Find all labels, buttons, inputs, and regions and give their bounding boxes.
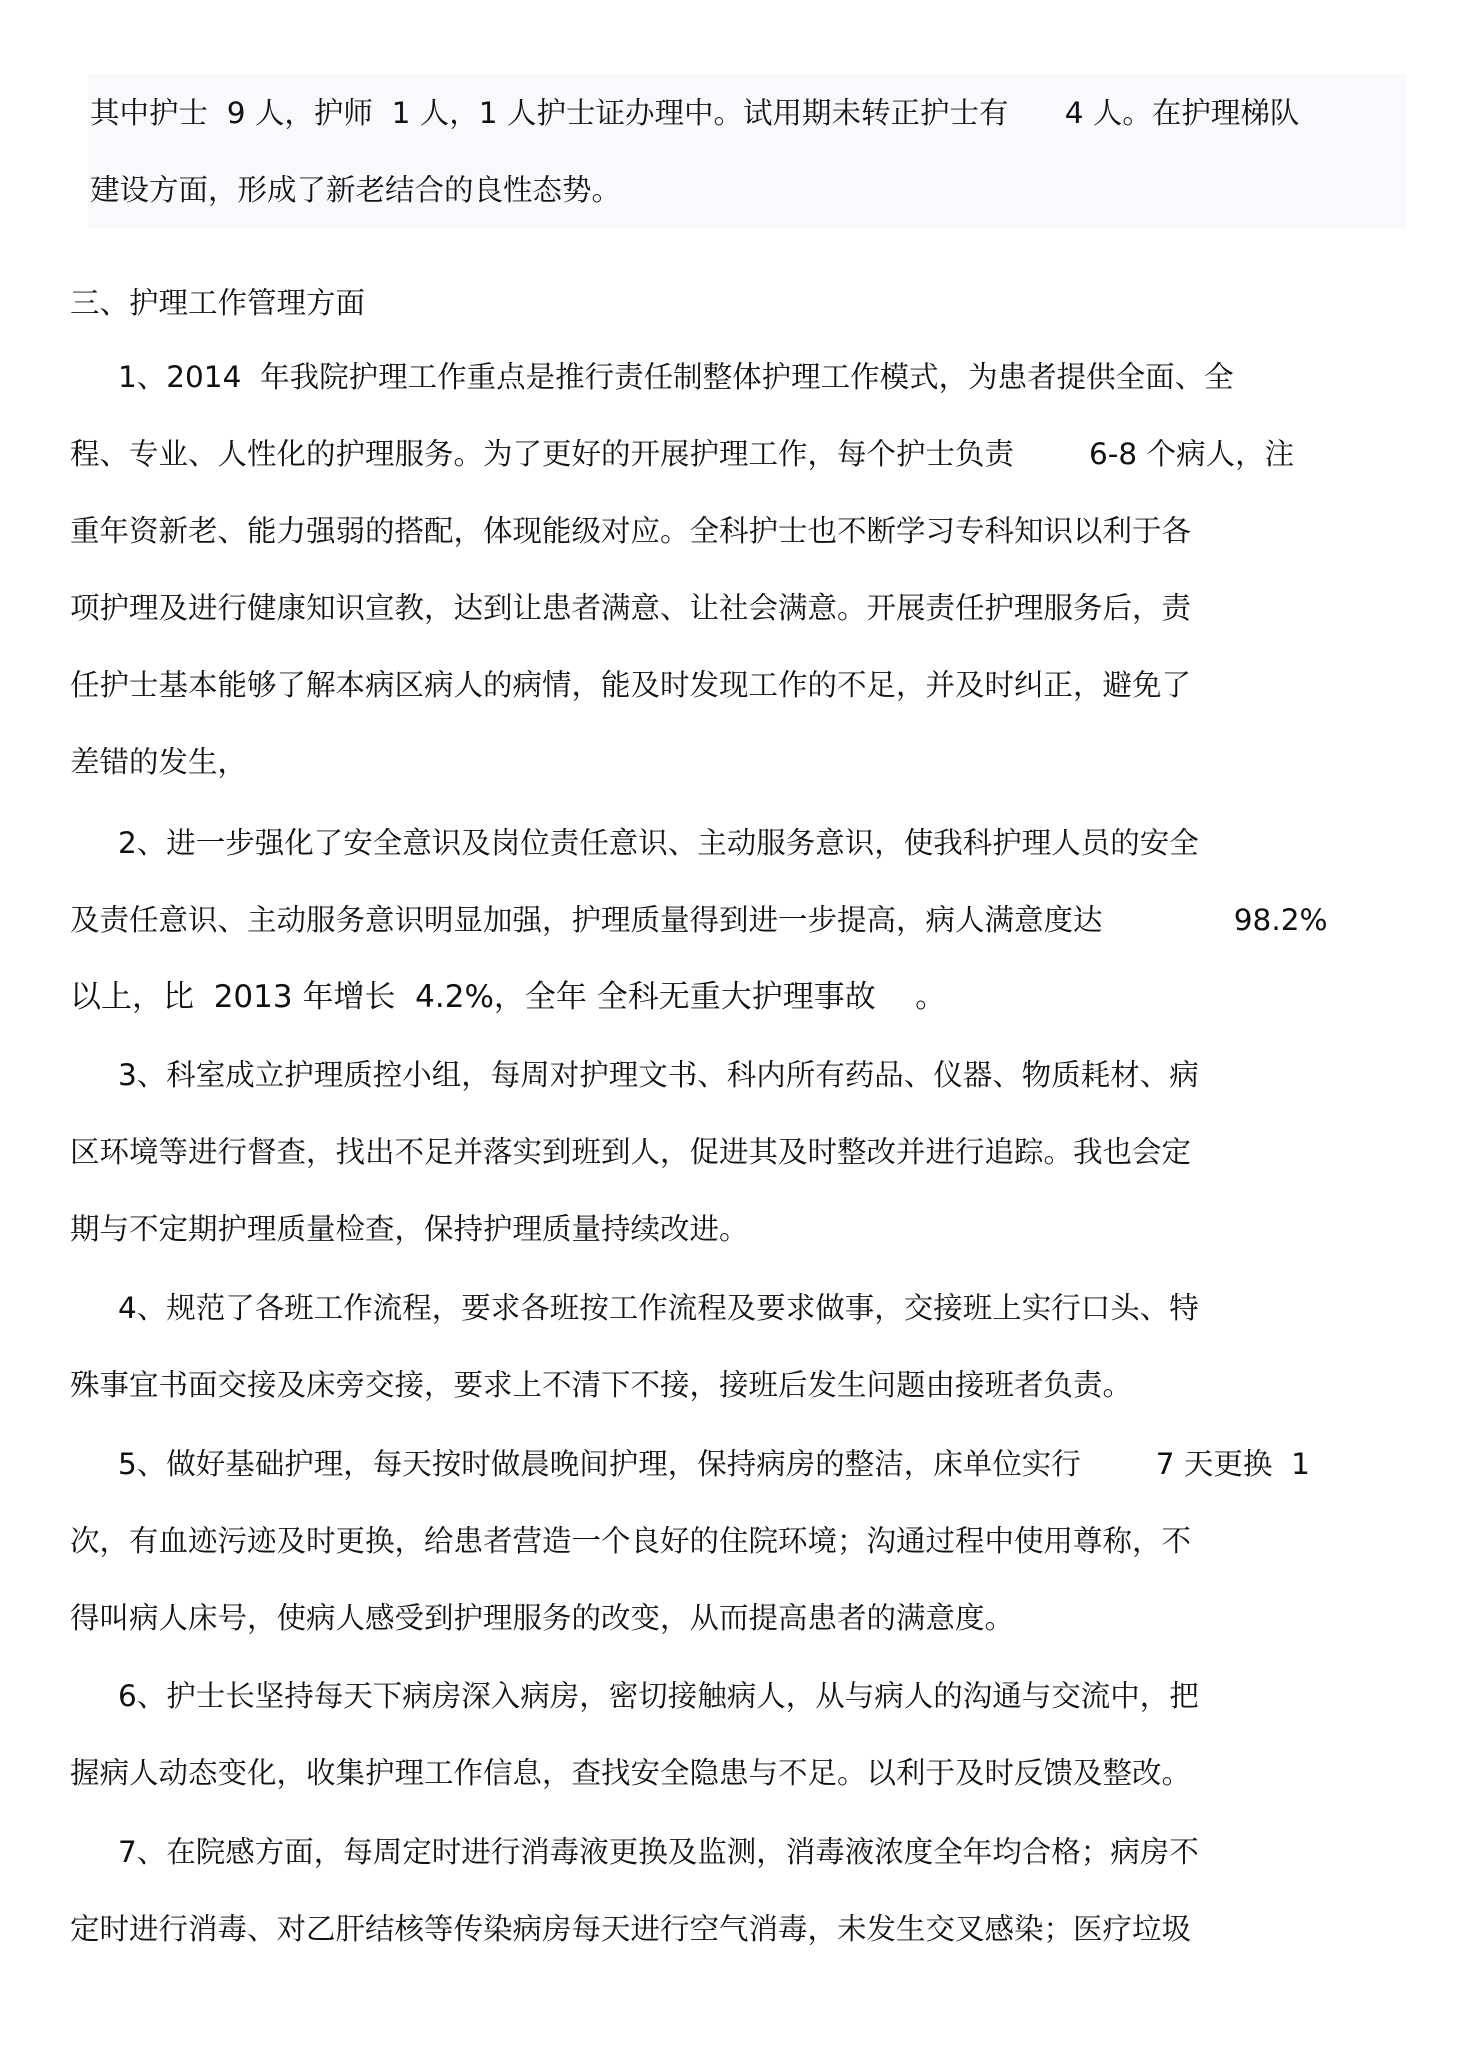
paragraph-line: 程、专业、人性化的护理服务。为了更好的开展护理工作，每个护士负责 6-8 个病人，注 bbox=[70, 437, 1295, 471]
paragraph-line: 其中护士 9 人，护师 1 人，1 人护士证办理中。试用期未转正护士有 4 人。在护理梯队 bbox=[90, 96, 1300, 130]
paragraph-line: 次，有血迹污迹及时更换，给患者营造一个良好的住院环境；沟通过程中使用尊称，不 bbox=[70, 1524, 1192, 1558]
paragraph-line: 7、在院感方面，每周定时进行消毒液更换及监测，消毒液浓度全年均合格；病房不 bbox=[118, 1835, 1199, 1869]
paragraph-line: 6、护士长坚持每天下病房深入病房，密切接触病人，从与病人的沟通与交流中，把 bbox=[118, 1679, 1199, 1713]
paragraph-line: 殊事宜书面交接及床旁交接，要求上不清下不接，接班后发生问题由接班者负责。 bbox=[70, 1368, 1133, 1402]
section-heading: 三、护理工作管理方面 bbox=[70, 286, 366, 320]
paragraph-line: 及责任意识、主动服务意识明显加强，护理质量得到进一步提高，病人满意度达 98.2% bbox=[70, 903, 1328, 937]
paragraph-line: 3、科室成立护理质控小组，每周对护理文书、科内所有药品、仪器、物质耗材、病 bbox=[118, 1058, 1199, 1092]
paragraph-line: 以上，比 2013 年增长 4.2%，全年 全科无重大护理事故 。 bbox=[70, 979, 947, 1015]
paragraph-line: 任护士基本能够了解本病区病人的病情，能及时发现工作的不足，并及时纠正，避免了 bbox=[70, 668, 1192, 702]
paragraph-line: 握病人动态变化，收集护理工作信息，查找安全隐患与不足。以利于及时反馈及整改。 bbox=[70, 1756, 1192, 1790]
paragraph-line: 区环境等进行督查，找出不足并落实到班到人，促进其及时整改并进行追踪。我也会定 bbox=[70, 1135, 1192, 1169]
paragraph-line: 1、2014 年我院护理工作重点是推行责任制整体护理工作模式，为患者提供全面、全 bbox=[118, 360, 1234, 394]
paragraph-line: 4、规范了各班工作流程，要求各班按工作流程及要求做事，交接班上实行口头、特 bbox=[118, 1291, 1199, 1325]
paragraph-line: 2、进一步强化了安全意识及岗位责任意识、主动服务意识，使我科护理人员的安全 bbox=[118, 826, 1199, 860]
paragraph-line: 重年资新老、能力强弱的搭配，体现能级对应。全科护士也不断学习专科知识以利于各 bbox=[70, 514, 1192, 548]
paragraph-line: 项护理及进行健康知识宣教，达到让患者满意、让社会满意。开展责任护理服务后，责 bbox=[70, 591, 1192, 625]
paragraph-line: 得叫病人床号，使病人感受到护理服务的改变，从而提高患者的满意度。 bbox=[70, 1601, 1015, 1635]
paragraph-line: 5、做好基础护理，每天按时做晨晚间护理，保持病房的整洁，床单位实行 7 天更换 1 bbox=[118, 1447, 1310, 1481]
paragraph-line: 定时进行消毒、对乙肝结核等传染病房每天进行空气消毒，未发生交叉感染；医疗垃圾 bbox=[70, 1912, 1192, 1946]
paragraph-line: 差错的发生， bbox=[70, 745, 248, 779]
paragraph-line: 期与不定期护理质量检查，保持护理质量持续改进。 bbox=[70, 1212, 749, 1246]
paragraph-line: 建设方面，形成了新老结合的良性态势。 bbox=[90, 173, 622, 207]
